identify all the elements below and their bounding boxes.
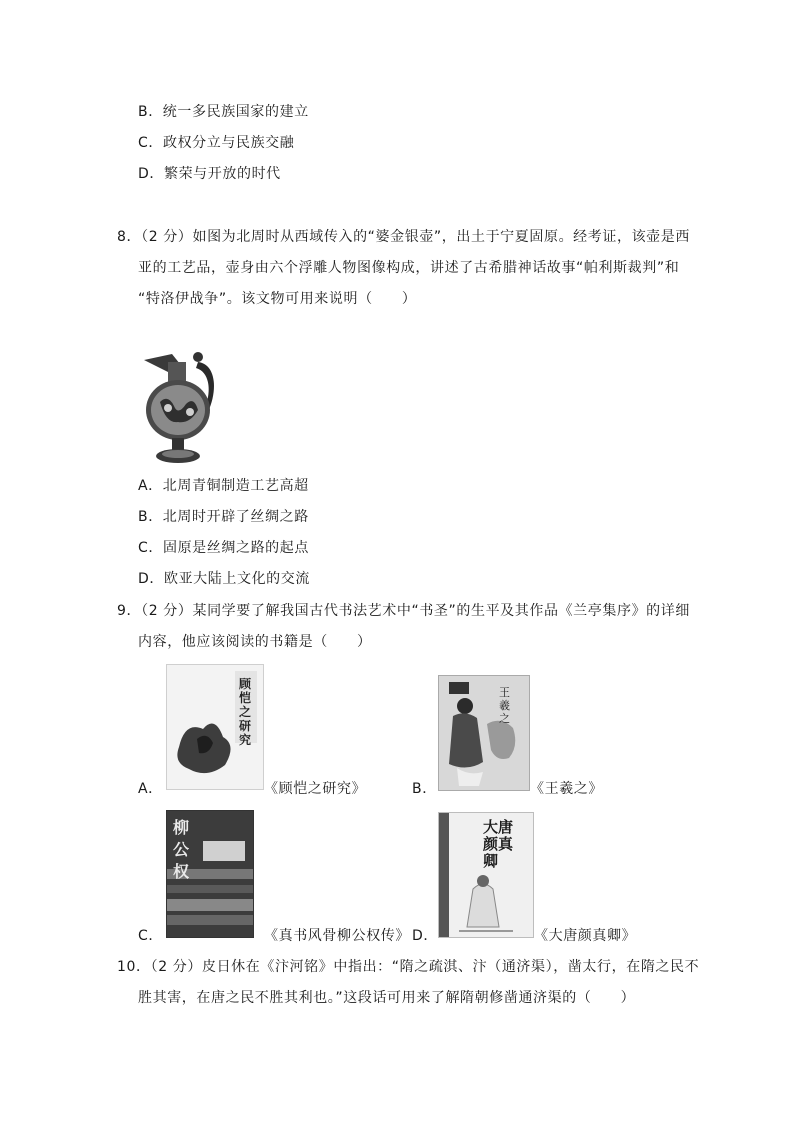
- book-b-figure-painting: [439, 676, 529, 790]
- book-cover-a: [166, 664, 264, 790]
- book-b-cover-title: 王羲之: [499, 686, 510, 725]
- q8-option-c: C．固原是丝绸之路的起点: [138, 540, 309, 556]
- q10-stem-line-1: 10．（2 分）皮日休在《汴河铭》中指出：“隋之疏淇、汴（通济渠），凿太行，在隋之民不: [117, 959, 700, 975]
- book-cover-b: [438, 675, 530, 791]
- q9-option-a-letter: A．: [138, 781, 163, 797]
- book-d-cover-title: 大唐颜真卿: [483, 818, 514, 870]
- q10-stem-line-2: 胜其害，在唐之民不胜其利也。”这段话可用来了解隋朝修凿通济渠的（ ）: [138, 990, 636, 1006]
- q9-option-d-title: 《大唐颜真卿》: [534, 928, 637, 944]
- book-cover-d: [438, 812, 534, 938]
- q8-option-a: A．北周青铜制造工艺高超: [138, 478, 309, 494]
- book-c-cover-title: 柳公权: [173, 818, 190, 881]
- q8-stem-line-2: 亚的工艺品，壶身由六个浮雕人物图像构成，讲述了古希腊神话故事“帕利斯裁判”和: [138, 260, 680, 276]
- ewer-image: [138, 350, 222, 466]
- q8-stem-line-3: “特洛伊战争”。该文物可用来说明（ ）: [138, 291, 417, 307]
- q9-option-c-title: 《真书风骨柳公权传》: [264, 928, 410, 944]
- q7-option-c: C．政权分立与民族交融: [138, 135, 295, 151]
- q9-option-b-title: 《王羲之》: [530, 781, 603, 797]
- book-a-cover-title: 顾恺之研究: [239, 677, 252, 747]
- book-cover-c: [166, 810, 254, 938]
- q9-option-b-letter: B．: [412, 781, 437, 797]
- q8-option-d: D．欧亚大陆上文化的交流: [138, 571, 310, 587]
- q7-option-d: D．繁荣与开放的时代: [138, 166, 281, 182]
- q9-stem-line-1: 9．（2 分）某同学要了解我国古代书法艺术中“书圣”的生平及其作品《兰亭集序》的详细: [117, 603, 690, 619]
- q8-option-b: B．北周时开辟了丝绸之路: [138, 509, 309, 525]
- q9-option-d-letter: D．: [412, 928, 438, 944]
- q9-option-c-letter: C．: [138, 928, 163, 944]
- q8-stem-line-1: 8．（2 分）如图为北周时从西域传入的“婆金银壶”，出土于宁夏固原。经考证，该壶是西: [117, 229, 690, 245]
- q7-option-b: B．统一多民族国家的建立: [138, 104, 309, 120]
- q9-option-a-title: 《顾恺之研究》: [264, 781, 367, 797]
- q9-stem-line-2: 内容，他应该阅读的书籍是（ ）: [138, 634, 372, 650]
